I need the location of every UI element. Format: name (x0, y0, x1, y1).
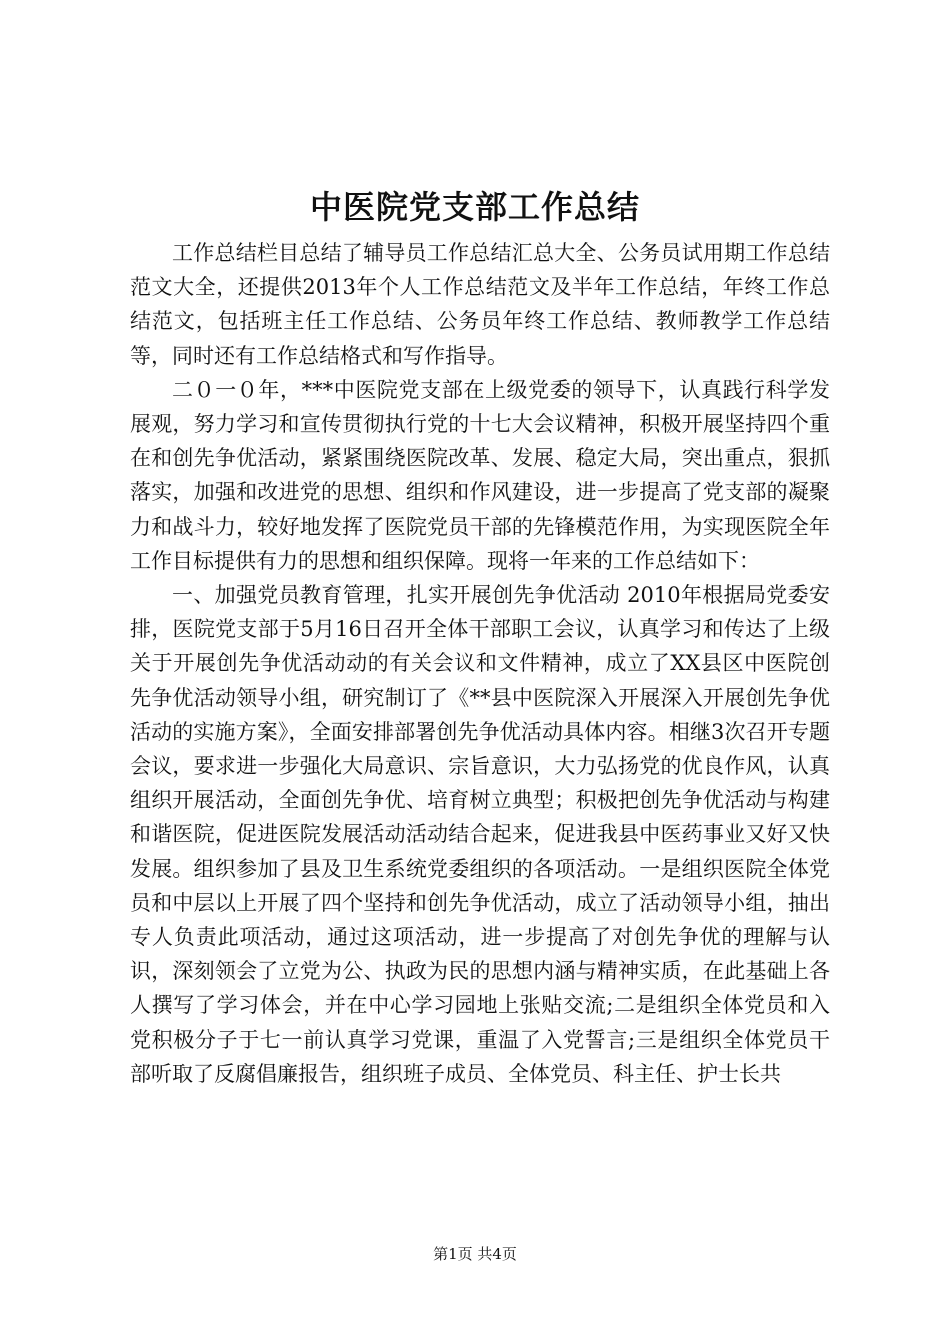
document-body (130, 236, 830, 1091)
paragraph-section-one: 一、加强党员教育管理，扎实开展创先争优活动 2010年根据局党委安排，医院党支部于5月16日召开全体干部职工会议，认真学习和传达了上级关于开展创先争优活动动的有关会议和文件精神，成立了XX县区中医院创先争优活动领导小组，研究制订了《**县中医院深入开展深入开展创先争优活动的实施方案》，全面安排部署创先争优活动具体内容。相继3次召开专题会议，要求进一步强化大局意识、宗旨意识，大力弘扬党的优良作风，认真组织开展活动，全面创先争优、培育树立典型；积极把创先争优活动与构建和谐医院，促进医院发展活动活动结合起来，促进我县中医药事业又好又快发展。组织参加了县及卫生系统党委组织的各项活动。一是组织医院全体党员和中层以上开展了四个坚持和创先争优活动，成立了活动领导小组，抽出专人负责此项活动，通过这项活动，进一步提高了对创先争优的理解与认识，深刻领会了立党为公、执政为民的思想内涵与精神实质，在此基础上各人撰写了学习体会，并在中心学习园地上张贴交流;二是组织全体党员和入党积极分子于七一前认真学习党课，重温了入党誓言;三是组织全体党员干部听取了反腐倡廉报告，组织班子成员、全体党员、科主任、护士长共 (130, 583, 830, 1086)
page-footer: 第1页 共4页 (433, 1245, 517, 1263)
document-title: 中医院党支部工作总结 (309, 188, 640, 226)
paragraph-overview: 二０一０年，***中医院党支部在上级党委的领导下，认真践行科学发展观，努力学习和宣传贯彻执行党的十七大会议精神，积极开展坚持四个重在和创先争优活动，紧紧围绕医院改革、发展、稳定大局，突出重点，狠抓落实，加强和改进党的思想、组织和作风建设，进一步提高了党支部的凝聚力和战斗力，较好地发挥了医院党员干部的先锋模范作用，为实现医院全年工作目标提供有力的思想和组织保障。现将一年来的工作总结如下： (130, 377, 830, 573)
paragraph-intro: 工作总结栏目总结了辅导员工作总结汇总大全、公务员试用期工作总结范文大全，还提供2013年个人工作总结范文及半年工作总结，年终工作总结范文，包括班主任工作总结、公务员年终工作总结、教师教学工作总结等，同时还有工作总结格式和写作指导。 (130, 241, 830, 368)
